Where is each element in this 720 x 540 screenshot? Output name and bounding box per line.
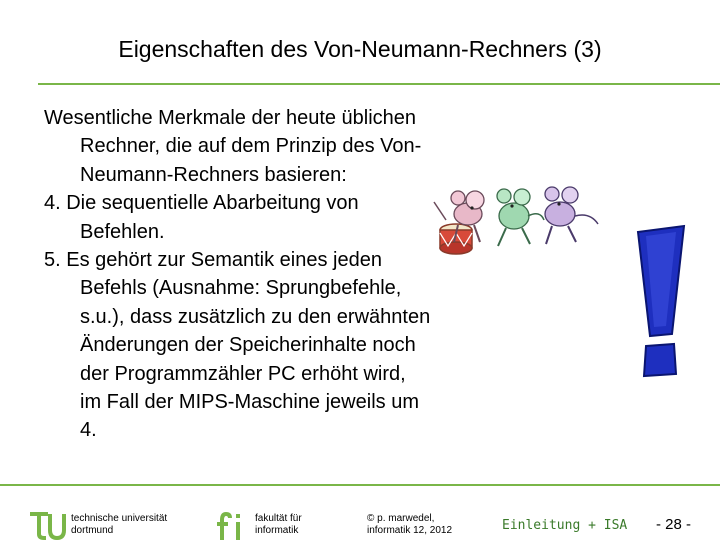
list-item-line: Befehls (Ausnahme: Sprungbefehle,	[80, 277, 402, 300]
faculty-line: informatik	[255, 525, 299, 536]
list-item-line: s.u.), dass zusätzlich zu den erwähnten	[80, 305, 431, 328]
intro-line: Wesentliche Merkmale der heute üblichen	[44, 107, 417, 129]
copyright-line: informatik 12, 2012	[367, 525, 453, 536]
drum-icon	[440, 224, 472, 254]
list-item-line: Änderungen der Speicherinhalte noch	[80, 334, 416, 357]
list-item-5	[44, 246, 514, 445]
footer-topic: Einleitung + ISA	[502, 518, 628, 533]
copyright-note	[367, 513, 452, 537]
page-number: - 28 -	[656, 516, 692, 533]
intro-paragraph	[44, 104, 514, 189]
marching-mice-clipart	[428, 180, 608, 258]
list-item-line: Befehlen.	[80, 220, 165, 243]
list-item-line: der Programmzähler PC erhöht wird,	[80, 362, 406, 385]
exclamation-icon	[632, 222, 690, 382]
tu-dortmund-logo-icon	[30, 510, 68, 540]
title-divider	[38, 83, 720, 85]
university-name	[71, 513, 167, 537]
fakultaet-informatik-logo-icon	[216, 512, 248, 540]
list-item-line: im Fall der MIPS-Maschine jeweils um	[80, 391, 419, 414]
faculty-name	[255, 513, 302, 537]
list-item-line: 5. Es gehört zur Semantik eines jeden	[44, 249, 382, 272]
faculty-line: fakultät für	[255, 513, 302, 524]
university-line: dortmund	[71, 525, 114, 536]
intro-line: Neumann-Rechners basieren:	[80, 163, 347, 186]
mouse-purple-icon	[545, 187, 598, 244]
intro-line: Rechner, die auf dem Prinzip des Von-	[80, 135, 422, 158]
footer-divider	[0, 484, 720, 486]
slide-body	[44, 104, 514, 445]
mouse-green-icon	[497, 189, 544, 246]
list-item-line: 4. Die sequentielle Abarbeitung von	[44, 192, 359, 215]
copyright-line: © p. marwedel,	[367, 513, 435, 524]
slide-title: Eigenschaften des Von-Neumann-Rechners (3)	[118, 36, 602, 62]
university-line: technische universität	[71, 513, 168, 524]
list-item-line: 4.	[80, 419, 97, 442]
